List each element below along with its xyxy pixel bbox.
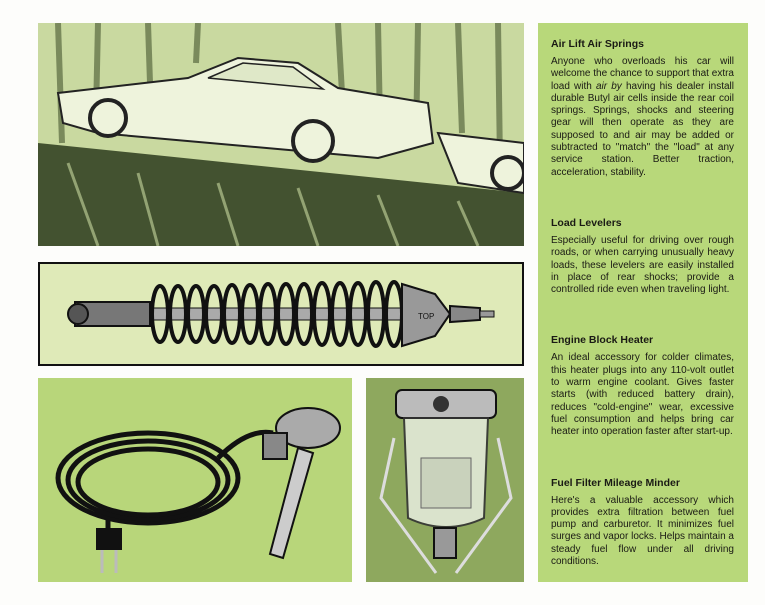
description-panel: [538, 23, 748, 582]
section-title: Fuel Filter Mileage Minder: [551, 476, 680, 489]
section-title: Engine Block Heater: [551, 334, 654, 347]
section-fuel-filter: [551, 477, 734, 569]
section-air-lift-air-springs: [551, 38, 734, 179]
shock-top-marking: TOP: [418, 312, 435, 321]
section-engine-block-heater: [551, 334, 734, 438]
section-title: Air Lift Air Springs: [551, 38, 644, 50]
load-leveler-illustration: [38, 262, 524, 366]
body-text: having his dealer install durable Butyl air cells inside the rear coil springs. Springs, shocks and steering gear will then operate as they are supposed to and air may be added or subtracted to "match" the "load" at any service station. Better traction, acceleration, stability.: [551, 80, 735, 178]
section-load-levelers: [551, 217, 734, 296]
section-body: An ideal accessory for colder climates, this heater plugs into any 110-volt outlet to warm engine coolant. Gives faster starts (with reduced battery drain), reduces "cold-engine" wear, excessive fuel consumption and helps bring car heater into operation faster after start-up.: [551, 352, 734, 438]
section-body: [551, 56, 734, 179]
fuel-filter-illustration: [366, 378, 524, 582]
section-title: Load Levelers: [551, 216, 622, 229]
section-body: Here's a valuable accessory which provides extra filtration between fuel pump and carburetor. It minimizes fuel surges and vapor locks. Helps maintain a steady fuel flow under all driving conditions.: [551, 494, 734, 568]
engine-block-heater-illustration: [38, 378, 352, 582]
body-italic-text: air by: [595, 80, 622, 92]
car-illustration: [38, 23, 524, 246]
section-body: Especially useful for driving over rough roads, or when carrying unusually heavy loads, these levelers are easily installed in place of rear shocks; provide a controlled ride even when traveling light.: [551, 234, 734, 296]
body-text: Anyone who overloads his car will welcome the chance to support that extra load with: [551, 56, 734, 92]
